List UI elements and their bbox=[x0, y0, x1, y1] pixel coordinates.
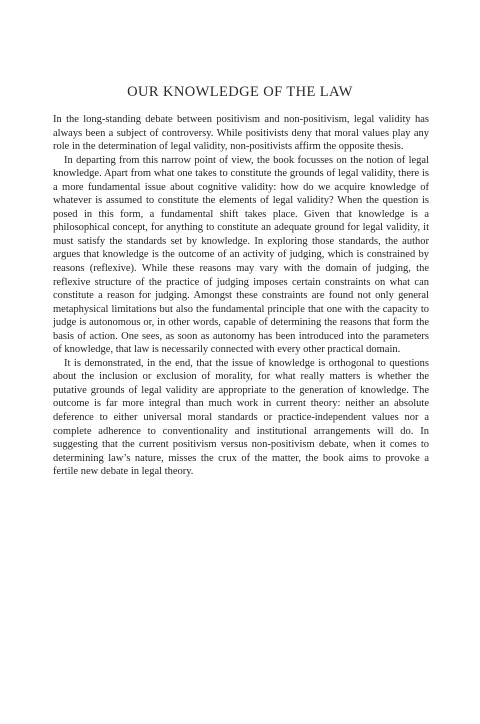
paragraph-1: In the long-standing debate between positivism and non-positivism, legal validity has always been a subject of controversy. While positivists deny that moral values play any role in the determination of legal validity, non-positivists affirm the opposite thesis. bbox=[53, 114, 429, 153]
paragraph-2: In departing from this narrow point of view, the book focusses on the notion of legal knowledge. Apart from what one takes to constitute the grounds of legal validity, there is a more fundamental issue about cognitive validity: how do we acquire knowledge of whatever is assumed to constitute the elements of legal validity? When the question is posed in this form, a fundamental shift takes place. Given that knowledge is a philosophical concept, for anything to constitute an adequate ground for legal validity, it must satisfy the standards set by knowledge. In exploring those standards, the author argues that knowledge is the outcome of an activity of judging, which is constrained by reasons (reflexive). While these reasons may vary with the domain of judging, the reflexive structure of the practice of judging imposes certain constraints on what can constitute a reason for judging. Amongst these constraints are found not only general metaphysical limitations but also the fundamental principle that one with the capacity to judge is autonomous or, in other words, capable of determining the reasons that form the basis of action. One sees, as soon as autonomy has been introduced into the parameters of knowledge, that law is necessarily connected with every other practical domain. bbox=[53, 154, 429, 356]
paragraph-3: It is demonstrated, in the end, that the issue of knowledge is orthogonal to questions about the inclusion or exclusion of morality, for what really matters is whether the putative grounds of legal validity are appropriate to the generation of knowledge. The outcome is far more integral than much work in current theory: neither an absolute deference to either universal moral standards or practice-independent values nor a complete adherence to conventionality and institutional arrangements will do. In suggesting that the current positivism versus non-positivism debate, when it comes to determining law’s nature, misses the crux of the matter, the book aims to provoke a fertile new debate in legal theory. bbox=[53, 357, 429, 478]
page-title: OUR KNOWLEDGE OF THE LAW bbox=[127, 84, 353, 100]
body-text bbox=[53, 113, 429, 479]
